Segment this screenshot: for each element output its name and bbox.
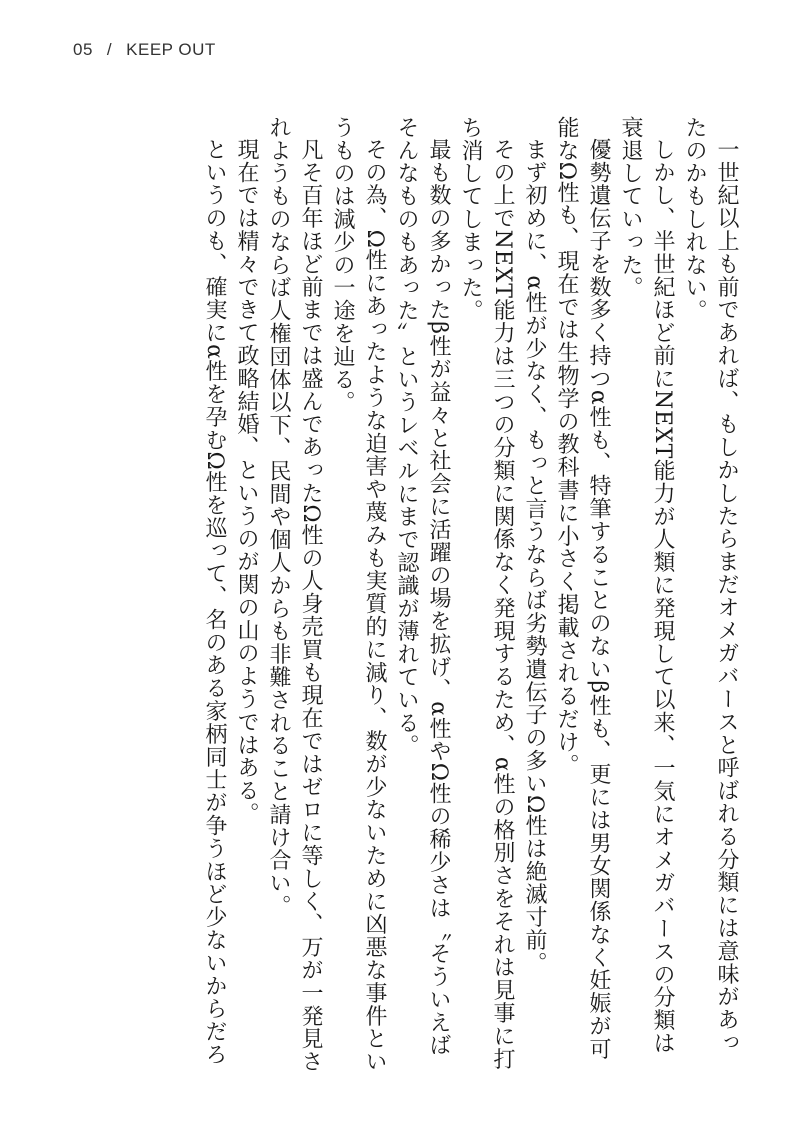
header-separator: / — [106, 40, 113, 59]
paragraph: 現在では精々できて政略結婚、というのが関の山のようではある。 — [234, 138, 259, 825]
paragraph: というのも、確実にα性を孕むΩ性を巡って、名のある家柄同士が争うほど少ないからだろ — [202, 138, 227, 1066]
chapter-title: KEEP OUT — [126, 40, 216, 59]
paragraph: 最も数の多かったβ性が益々と社会に活躍の場を拡げ、α性やΩ性の稀少さは〝そういえばそんなものもあった〟というレベルにまで認識が薄れている。 — [394, 116, 451, 1057]
paragraph: その為、Ω性にあったような迫害や蔑みも実質的に減り、数が少ないために凶悪な事件というものは減少の一途を辿る。 — [330, 116, 387, 1074]
paragraph: しかし、半世紀ほど前にNEXT能力が人類に発現して以来、一気にオメガバースの分類は衰退していった。 — [618, 116, 675, 1055]
paragraph: 凡そ百年ほど前までは盛んであったΩ性の人身売買も現在ではゼロに等しく、万が一発見されようものならば人権団体以下、民間や個人からも非難されること請け合い。 — [266, 116, 323, 1074]
page-number: 05 — [73, 40, 93, 59]
paragraph: その上でNEXT能力は三つの分類に関係なく発現するため、α性の格別さをそれは見事に打ち消してしまった。 — [458, 116, 515, 1071]
body-text — [52, 116, 742, 1076]
paragraph: 優勢遺伝子を数多く持つα性も、特筆することのないβ性も、更には男女関係なく妊娠が可能なΩ性も、現在では生物学の教科書に小さく掲載されるだけ。 — [554, 116, 611, 1061]
paragraph: 一世紀以上も前であれば、もしかしたらまだオメガバースと呼ばれる分類には意味があったのかもしれない。 — [682, 116, 739, 1054]
running-head — [73, 40, 216, 60]
paragraph: まず初めに、α性が少なく、もっと言うならば劣勢遺伝子の多いΩ性は絶滅寸前。 — [522, 138, 547, 975]
